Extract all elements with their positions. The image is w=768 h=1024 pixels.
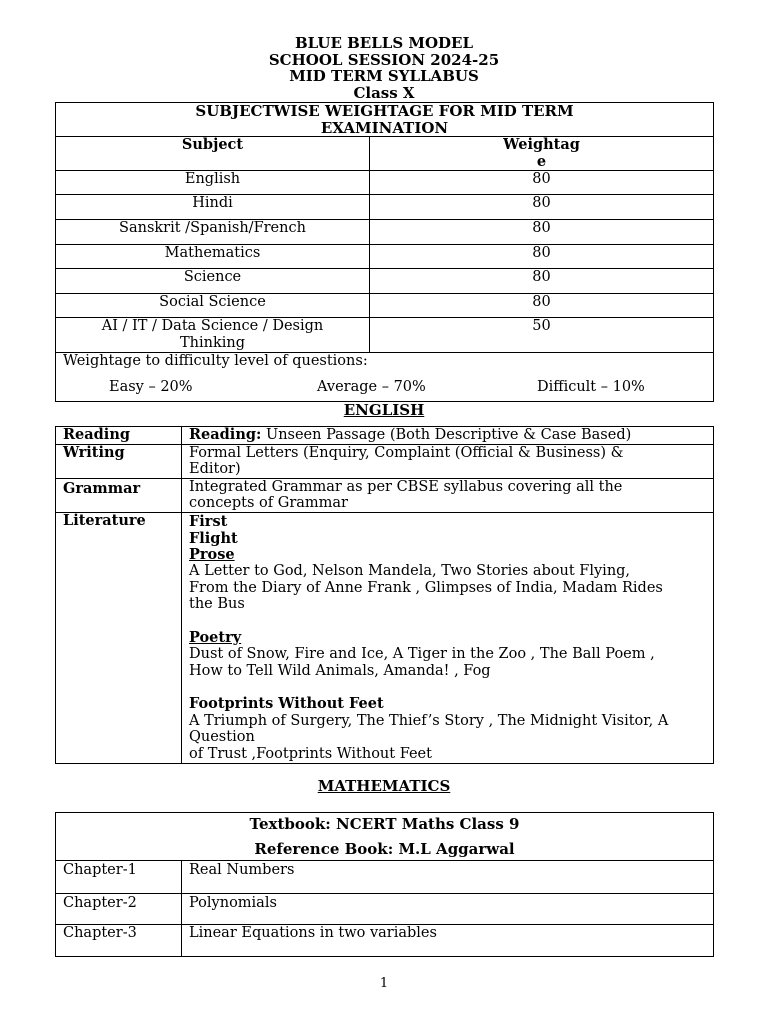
subject-cell: Social Science (56, 294, 370, 318)
reading-label: Reading (56, 427, 182, 445)
prose-heading: Prose (189, 545, 235, 563)
weightage-title: SUBJECTWISE WEIGHTAGE FOR MID TERM EXAMINATION (56, 103, 714, 137)
reading-cell: Reading: Unseen Passage (Both Descriptive & Case Based) (182, 427, 714, 445)
mathematics-heading: MATHEMATICS (317, 777, 451, 795)
table-row (56, 220, 714, 245)
difficulty-label: Weightage to difficulty level of questions: (63, 353, 368, 369)
subject-cell: Sanskrit /Spanish/French (56, 220, 370, 245)
subject-column-header: Subject (56, 137, 370, 171)
subject-cell: Hindi (56, 195, 370, 220)
chapter-number: Chapter-3 (56, 925, 182, 957)
subject-cell: Science (56, 269, 370, 294)
chapter-title: Real Numbers (182, 861, 714, 894)
table-row (56, 195, 714, 220)
difficulty-cell (56, 353, 714, 402)
weightage-table (55, 102, 714, 402)
weightage-header-row (56, 137, 714, 171)
grammar-label: Grammar (56, 478, 182, 512)
difficult-percentage: Difficult – 10% (537, 379, 645, 395)
table-row (56, 318, 714, 353)
easy-percentage: Easy – 20% (109, 379, 193, 395)
chapter-title: Linear Equations in two variables (182, 925, 714, 957)
weight-cell: 80 (370, 220, 714, 245)
literature-label: Literature (56, 512, 182, 763)
weight-cell: 50 (370, 318, 714, 353)
writing-cell: Formal Letters (Enquiry, Complaint (Official & Business) & Editor) (182, 444, 714, 478)
weight-cell: 80 (370, 171, 714, 195)
english-table (55, 426, 714, 764)
document-header (0, 35, 768, 101)
class-line: Class X (353, 83, 415, 102)
textbook-line: Textbook: NCERT Maths Class 9 (249, 815, 520, 833)
weight-cell: 80 (370, 195, 714, 220)
poetry-heading: Poetry (189, 628, 242, 646)
subject-cell: AI / IT / Data Science / Design Thinking (56, 318, 370, 353)
table-row (56, 269, 714, 294)
weight-cell: 80 (370, 245, 714, 269)
book-title: First (189, 512, 228, 530)
difficulty-row (56, 353, 714, 402)
weightage-column-header: Weightag e (370, 137, 714, 171)
reference-line: Reference Book: M.L Aggarwal (254, 839, 515, 858)
english-heading: ENGLISH (343, 401, 425, 419)
chapter-title: Polynomials (182, 894, 714, 925)
subject-cell: Mathematics (56, 245, 370, 269)
subject-cell: English (56, 171, 370, 195)
weightage-title-row (56, 103, 714, 137)
weight-cell: 80 (370, 269, 714, 294)
literature-cell: First Flight Prose A Letter to God, Nelson Mandela, Two Stories about Flying, From the Diary of Anne Frank , Glimpses of India, Madam Rides the Bus Poetry Dust of Snow, Fire and Ice, A Tiger in the Zoo , The Ball Poem , How to Tell Wild Animals, Amanda! , Fog Footprints Without Feet A Triumph of Surgery, The Thief’s Story , The Midnight Visitor, A Question of Trust ,Footprints Without Feet (182, 512, 714, 763)
page-number: 1 (379, 976, 389, 991)
textbook-cell (56, 813, 714, 861)
table-row (56, 925, 714, 957)
table-row (56, 894, 714, 925)
mathematics-table (55, 812, 714, 957)
weight-cell: 80 (370, 294, 714, 318)
chapter-number: Chapter-2 (56, 894, 182, 925)
school-name: BLUE BELLS MODEL (294, 34, 474, 52)
table-row (56, 294, 714, 318)
table-row (56, 512, 714, 763)
table-row (56, 171, 714, 195)
writing-label: Writing (56, 444, 182, 478)
chapter-number: Chapter-1 (56, 861, 182, 894)
book-title: Flight (189, 529, 238, 547)
footprints-heading: Footprints Without Feet (189, 695, 384, 712)
textbook-row (56, 813, 714, 861)
grammar-cell: Integrated Grammar as per CBSE syllabus covering all the concepts of Grammar (182, 478, 714, 512)
table-row (56, 444, 714, 478)
table-row (56, 427, 714, 445)
session-line: SCHOOL SESSION 2024-25 (268, 50, 500, 69)
table-row (56, 478, 714, 512)
average-percentage: Average – 70% (317, 379, 426, 395)
syllabus-title: MID TERM SYLLABUS (289, 67, 479, 85)
table-row (56, 861, 714, 894)
table-row (56, 245, 714, 269)
